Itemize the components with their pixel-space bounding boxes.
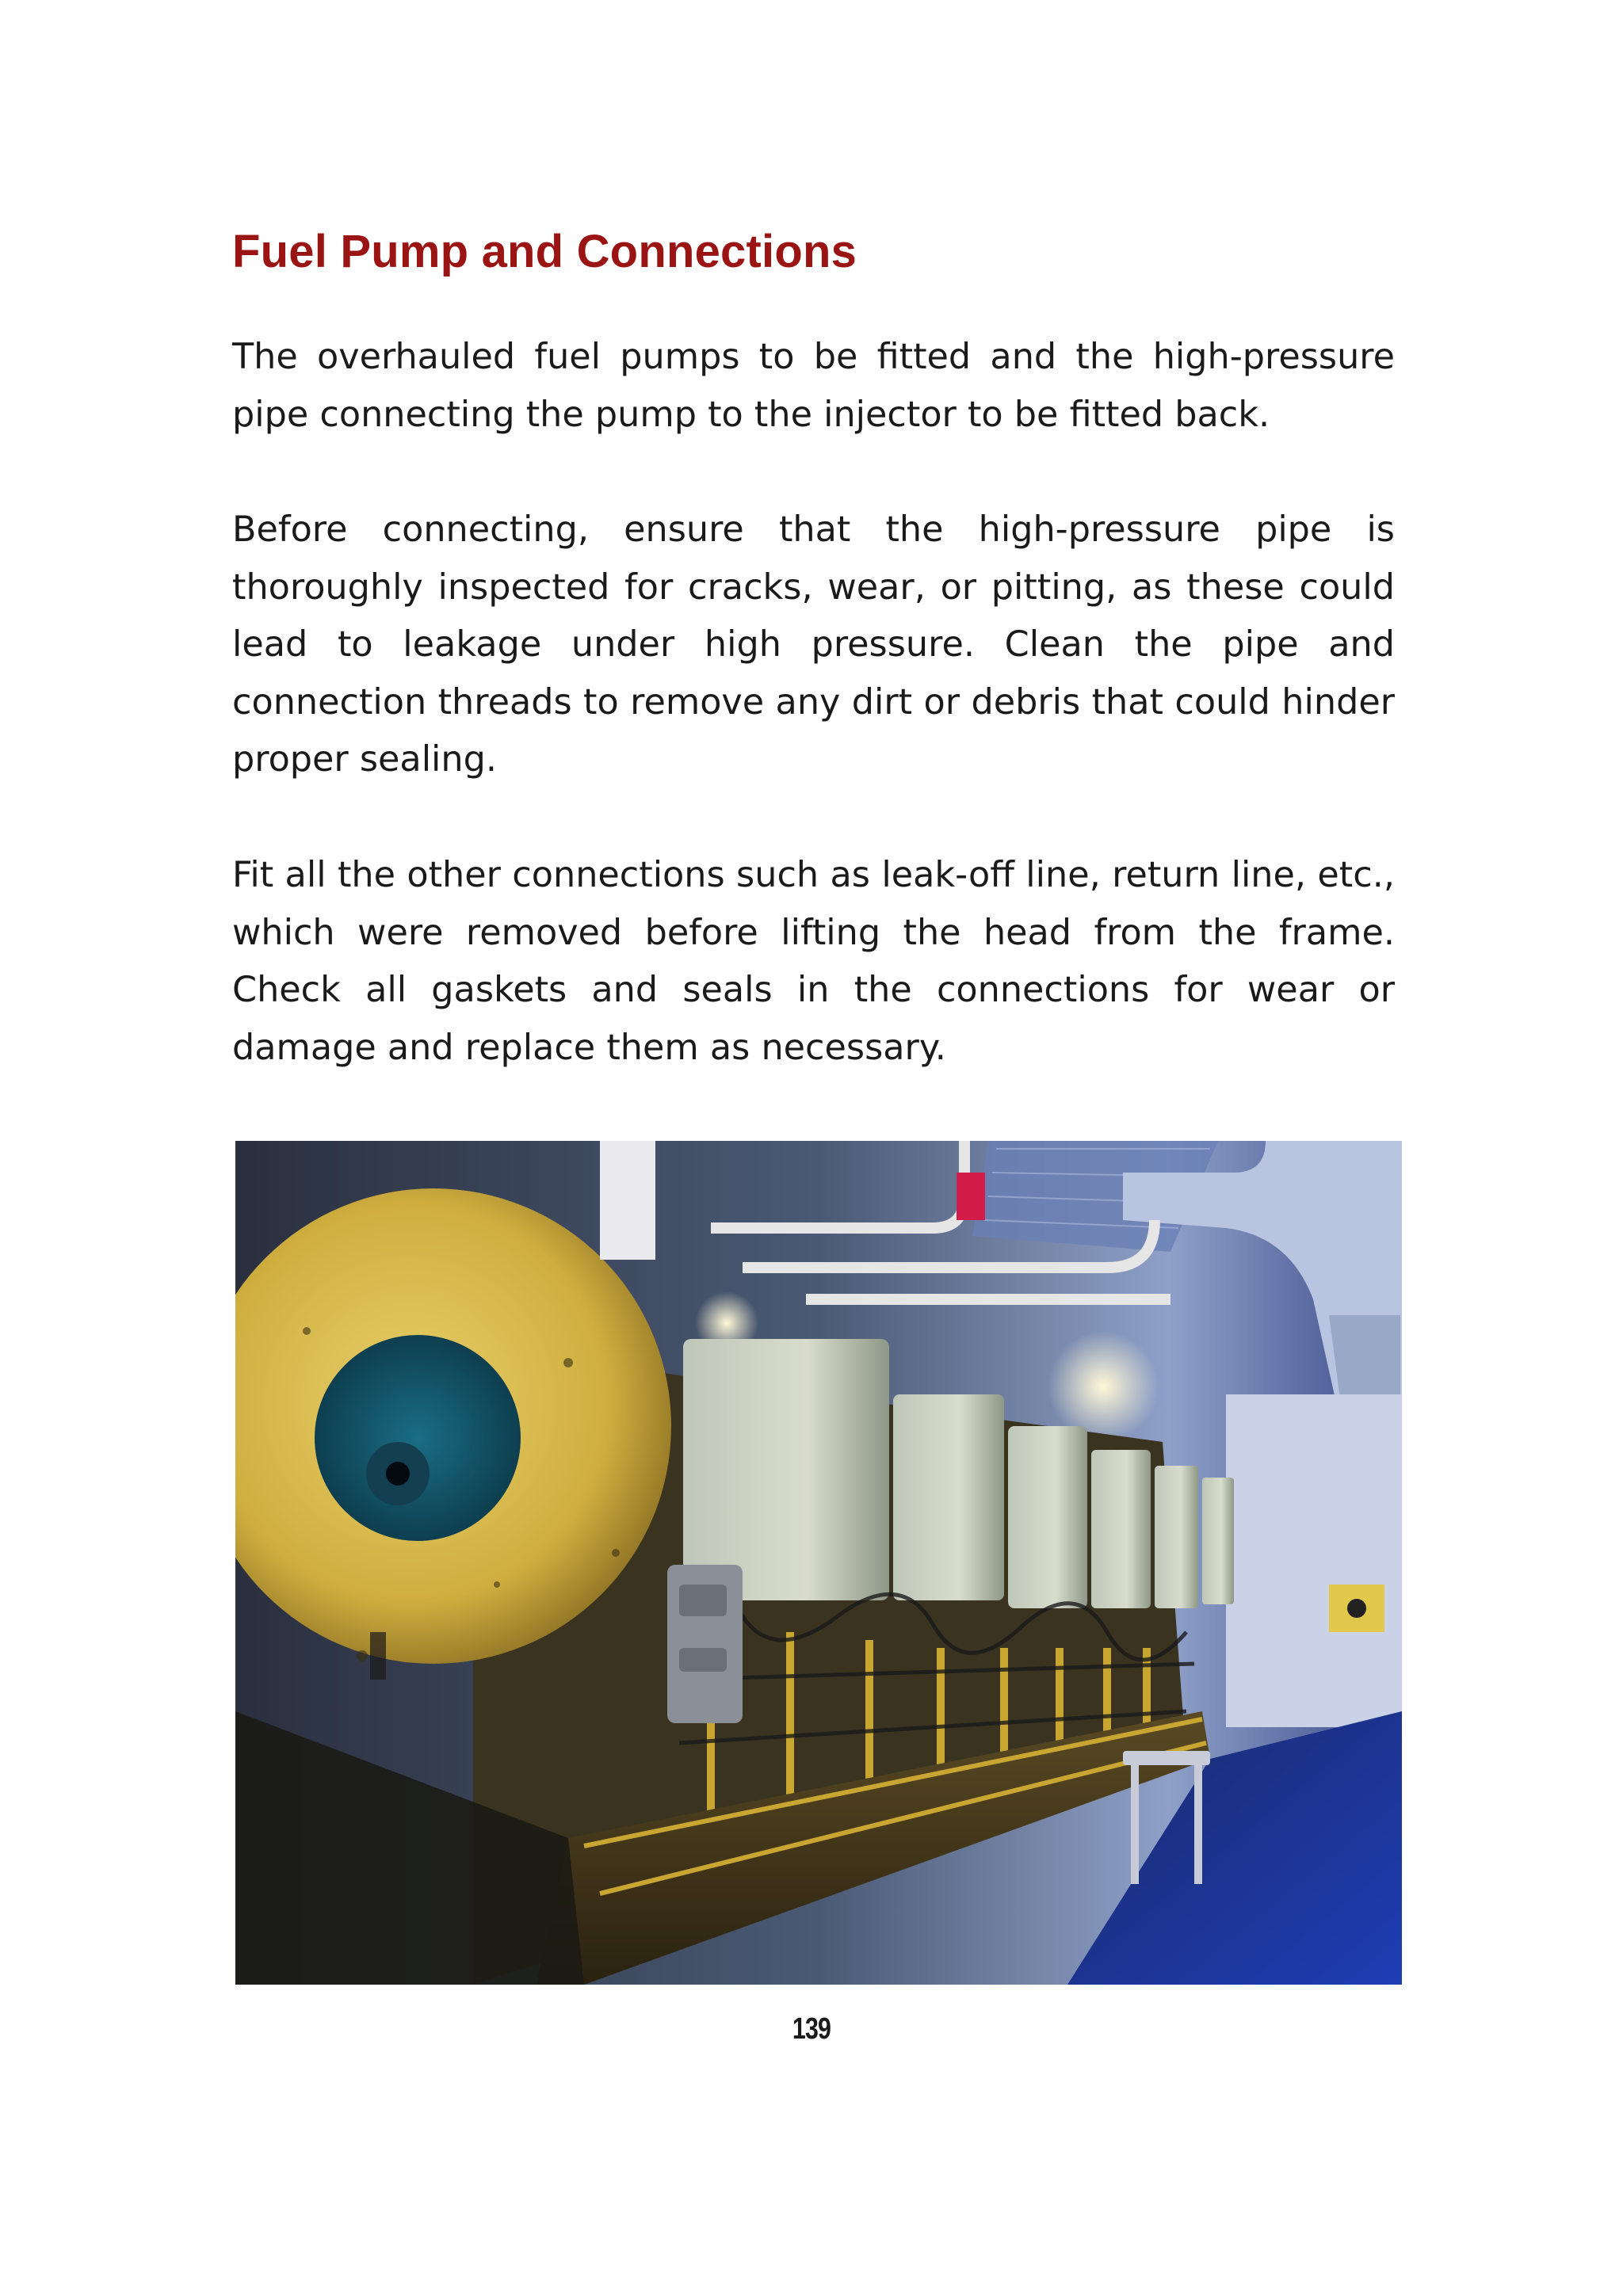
page-number: 139 [792, 2012, 831, 2046]
section-heading: Fuel Pump and Connections [232, 226, 857, 277]
paragraph-other-connections: Fit all the other connections such as leak-off line, return line, etc., which were removed before lifting the head from the frame. Check all gaskets and seals in the connections for wear or damage and replace them as necessary. [232, 855, 1395, 1068]
paragraph-fuel-pump-fitting: The overhauled fuel pumps to be fitted and the high-pressure pipe connecting the pump to the injector to be fitted back. [232, 337, 1395, 435]
engine-room-photo [235, 1141, 1402, 1985]
paragraph-pipe-inspection: Before connecting, ensure that the high-pressure pipe is thoroughly inspected for cracks, wear, or pitting, as these could lead to leakage under high pressure. Clean the pipe and connection threads to remove any dirt or debris that could hinder proper sealing. [232, 509, 1395, 780]
